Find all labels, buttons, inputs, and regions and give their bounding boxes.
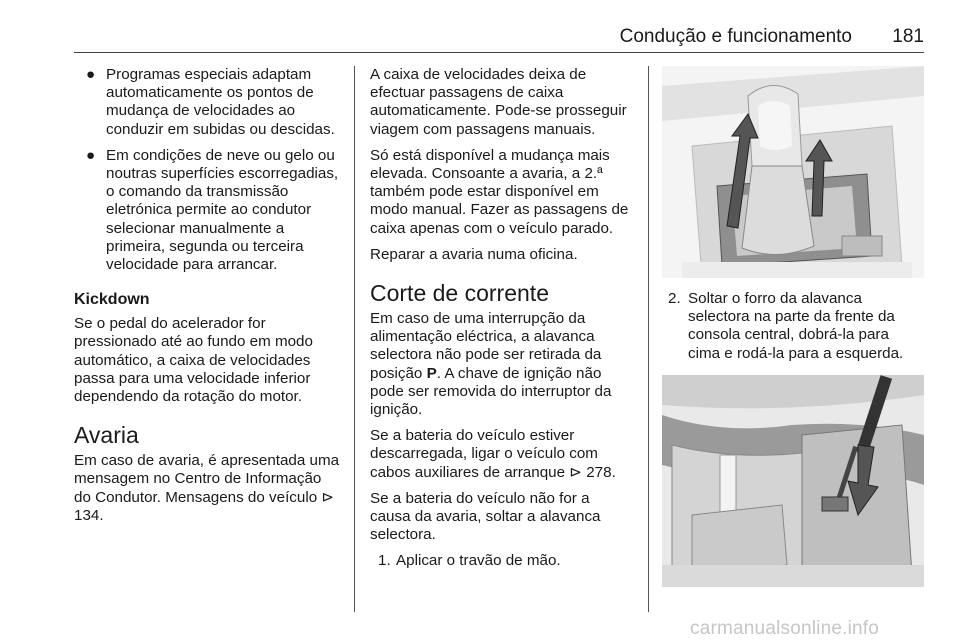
step-2 (662, 290, 924, 363)
column-divider-1 (354, 66, 355, 612)
corte-paragraph-2 (370, 427, 632, 482)
kickdown-text: Se o pedal do acelerador for pressionado até ao fundo em modo automático, a caixa de velocidades passa para uma velocidade inferior dependendo da rotação do motor. (74, 315, 313, 406)
console-trim-illustration (662, 375, 924, 587)
header-title: Condução e funcionamento (619, 26, 852, 47)
corte-ref-link[interactable]: 278. (586, 463, 616, 481)
paragraph: A caixa de velocidades deixa de efectuar passagens de caixa automaticamente. Pode-se prosseguir viagem com passagens manuais. (370, 66, 627, 138)
column-divider-2 (648, 66, 649, 612)
corte-paragraph-3: Se a bateria do veículo não for a causa da avaria, soltar a alavanca selectora. (370, 489, 601, 544)
column-left (74, 66, 342, 533)
paragraph: Reparar a avaria numa oficina. (370, 245, 578, 263)
watermark: carmanualsonline.info (690, 618, 880, 639)
avaria-text: Em caso de avaria, é apresentada uma mensagem no Centro de Informação do Condutor. Mensagens do veículo (74, 452, 340, 506)
bullet-list (74, 66, 342, 274)
list-item (74, 147, 342, 274)
position-p-label: P (426, 364, 437, 382)
avaria-paragraph (74, 452, 342, 525)
gear-selector-illustration (662, 66, 924, 278)
column-middle (370, 66, 632, 571)
screwdriver-icon (662, 375, 924, 587)
paragraph: Só está disponível a mudança mais elevada. Consoante a avaria, a 2.ª também pode estar disponível em modo manual. Fazer as passagens de caixa apenas com o veículo parado. (370, 146, 629, 237)
corte-text: Em caso de uma interrupção da alimentação eléctrica, a alavanca selectora não pode ser retirada da posição (370, 310, 602, 382)
bullet-icon: ● (86, 146, 96, 164)
corte-paragraph-1 (370, 310, 632, 419)
avaria-heading: Avaria (74, 422, 139, 449)
list-item-text: Programas especiais adaptam automaticamente os pontos de mudança de velocidades ao conduzir em subidas ou descidas. (106, 66, 335, 138)
step-text: Soltar o forro da alavanca selectora na parte da frente da consola central, dobrá-la para cima e rodá-la para a esquerda. (688, 290, 904, 362)
gear-lever-icon (662, 66, 924, 278)
bullet-icon: ● (86, 66, 96, 83)
column-right (662, 66, 924, 587)
list-item-text: Em condições de neve ou gelo ou noutras superfícies escorregadias, o comando da transmissão eletrónica permite ao condutor selecionar manualmente a primeira, segunda ou terceira velocidade para arrancar. (106, 146, 339, 274)
page-ref-icon: ⊳ (321, 488, 335, 506)
step-text: Aplicar o travão de mão. (396, 552, 561, 570)
list-item (74, 66, 342, 139)
page-ref-icon: ⊳ (569, 463, 582, 481)
corte-text: Se a bateria do veículo estiver descarregada, ligar o veículo com cabos auxiliares de arranque (370, 427, 598, 481)
avaria-ref-link[interactable]: 134. (74, 506, 104, 524)
kickdown-heading: Kickdown (74, 291, 150, 309)
step-1 (370, 552, 632, 570)
page-number: 181 (892, 26, 924, 47)
corte-text: . A chave de ignição não pode ser removida do interruptor da ignição. (370, 364, 612, 419)
page-header (74, 22, 924, 54)
corte-heading: Corte de corrente (370, 280, 549, 307)
header-rule (74, 52, 924, 53)
step-number: 2. (668, 290, 681, 307)
step-number: 1. (378, 552, 391, 570)
